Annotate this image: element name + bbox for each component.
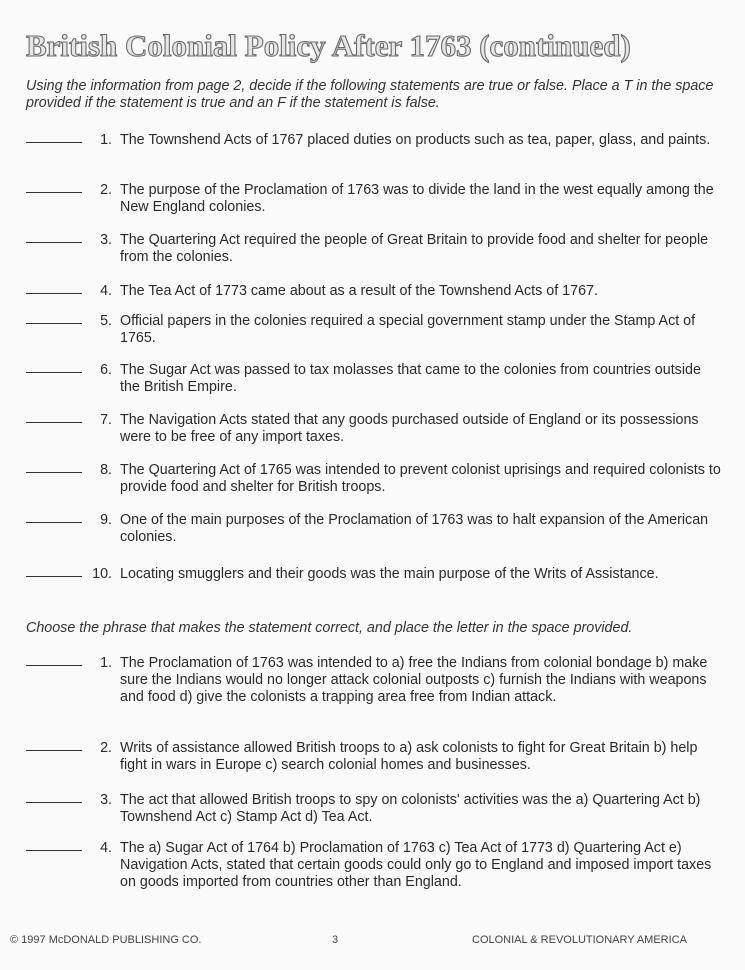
question-number: 9. [100,512,112,528]
answer-blank[interactable] [26,362,82,373]
page-title: British Colonial Policy After 1763 (continued) [26,28,631,63]
question-text: The Townshend Acts of 1767 placed duties on products such as tea, paper, glass, and paints. [120,132,711,148]
question-item [26,362,721,396]
question-number: 2. [100,740,112,756]
question-text: The Quartering Act of 1765 was intended to prevent colonist uprisings and required colonists to provide food and shelter for British troops. [120,462,721,495]
copyright: © 1997 McDONALD PUBLISHING CO. [10,934,202,946]
page-number: 3 [332,934,339,946]
question-number: 7. [100,412,112,428]
question-number: 4. [100,283,112,299]
question-item [26,740,721,774]
answer-blank[interactable] [26,655,82,666]
answer-blank[interactable] [26,412,82,423]
question-text: The Proclamation of 1763 was intended to a) free the Indians from colonial bondage b) make sure the Indians would no longer attack colonial outposts c) furnish the Indians with weapons and food d) give the colonists a trapping area free from Indian attack. [120,655,708,705]
answer-blank[interactable] [26,740,82,751]
question-item [26,313,721,347]
question-text: The Quartering Act required the people of Great Britain to provide food and shelter for people from the colonies. [120,232,709,265]
question-item [26,232,721,266]
question-number: 6. [100,362,112,378]
answer-blank[interactable] [26,566,82,577]
question-text: The purpose of the Proclamation of 1763 was to divide the land in the west equally among the New England colonies. [120,182,714,215]
question-item [26,283,721,300]
question-item [26,412,721,446]
answer-blank[interactable] [26,512,82,523]
question-text: Locating smugglers and their goods was the main purpose of the Writs of Assistance. [120,566,659,582]
question-number: 3. [100,792,112,808]
question-text: Official papers in the colonies required a special government stamp under the Stamp Act of 1765. [120,313,696,346]
book-title: COLONIAL & REVOLUTIONARY AMERICA [472,934,687,946]
answer-blank[interactable] [26,283,82,294]
question-text: The act that allowed British troops to spy on colonists' activities was the a) Quartering Act b) Townshend Act c) Stamp Act d) Tea Act. [120,792,701,825]
question-item [26,512,721,546]
answer-blank[interactable] [26,840,82,851]
answer-blank[interactable] [26,232,82,243]
section2-instructions: Choose the phrase that makes the statement correct, and place the letter in the space provided. [26,620,633,636]
answer-blank[interactable] [26,792,82,803]
question-item [26,655,721,706]
question-number: 1. [100,132,112,148]
question-text: The Tea Act of 1773 came about as a result of the Townshend Acts of 1767. [120,283,598,299]
question-number: 1. [100,655,112,671]
question-text: The Sugar Act was passed to tax molasses that came to the colonies from countries outside the British Empire. [120,362,701,395]
question-item [26,566,721,583]
answer-blank[interactable] [26,132,82,143]
question-item [26,840,721,891]
question-number: 3. [100,232,112,248]
section1-instructions: Using the information from page 2, decide if the following statements are true or false. Place a T in the space provided if the statement is true and an F if the statement is false. [26,78,714,111]
answer-blank[interactable] [26,182,82,193]
question-number: 2. [100,182,112,198]
question-item [26,462,721,496]
question-text: Writs of assistance allowed British troops to a) ask colonists to fight for Great Britain b) help fight in wars in Europe c) search colonial homes and businesses. [120,740,698,773]
answer-blank[interactable] [26,313,82,324]
question-text: The Navigation Acts stated that any goods purchased outside of England or its possessions were to be free of any import taxes. [120,412,699,445]
question-number: 10. [92,566,112,582]
question-text: One of the main purposes of the Proclamation of 1763 was to halt expansion of the American colonies. [120,512,709,545]
question-number: 5. [100,313,112,329]
question-number: 4. [100,840,112,856]
question-item [26,132,721,149]
question-text: The a) Sugar Act of 1764 b) Proclamation of 1763 c) Tea Act of 1773 d) Quartering Act e) Navigation Acts, stated that certain goods could only go to England and imposed import taxes on goods imported from countries other than England. [120,840,712,890]
question-item [26,182,721,216]
answer-blank[interactable] [26,462,82,473]
question-number: 8. [100,462,112,478]
question-item [26,792,721,826]
